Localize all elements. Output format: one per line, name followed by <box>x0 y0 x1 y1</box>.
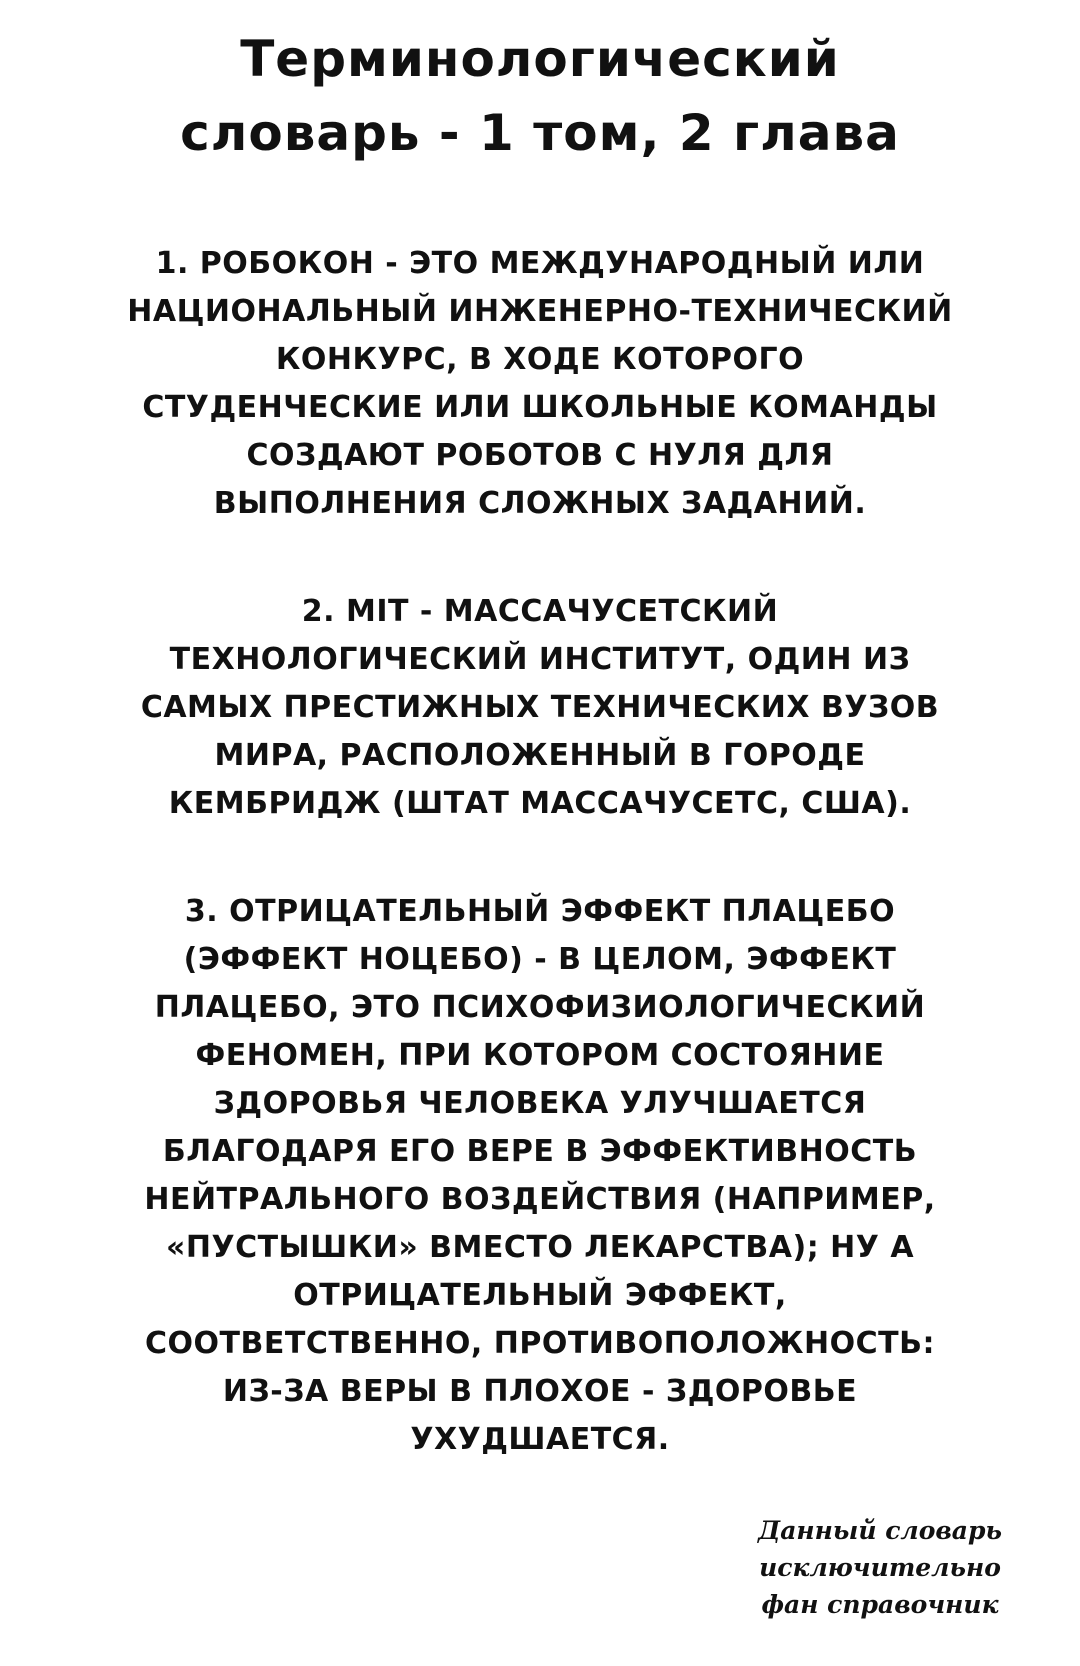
entry-line: КОНКУРС, В ХОДЕ КОТОРОГО <box>275 342 805 377</box>
entry-line: НАЦИОНАЛЬНЫЙ ИНЖЕНЕРНО-ТЕХНИЧЕСКИЙ <box>127 294 953 329</box>
entry-line: БЛАГОДАРЯ ЕГО ВЕРЕ В ЭФФЕКТИВНОСТЬ <box>162 1134 918 1169</box>
glossary-entry-nocebo <box>55 888 1025 1464</box>
entry-line: МИРА, РАСПОЛОЖЕННЫЙ В ГОРОДЕ <box>214 738 866 773</box>
entry-line: 1. РОБОКОН - ЭТО МЕЖДУНАРОДНЫЙ ИЛИ <box>155 246 925 281</box>
entry-line: НЕЙТРАЛЬНОГО ВОЗДЕЙСТВИЯ (НАПРИМЕР, <box>144 1182 936 1217</box>
title-line: словарь - 1 том, 2 глава <box>180 104 900 162</box>
title-line: Терминологический <box>240 30 840 88</box>
entry-line: ИЗ-ЗА ВЕРЫ В ПЛОХОЕ - ЗДОРОВЬЕ <box>222 1374 858 1409</box>
entry-line: СОЗДАЮТ РОБОТОВ С НУЛЯ ДЛЯ <box>246 438 834 473</box>
page-title <box>0 22 1080 170</box>
glossary-entry-robocon <box>55 240 1025 528</box>
note-line: исключительно <box>759 1553 1001 1582</box>
entry-line: 3. ОТРИЦАТЕЛЬНЫЙ ЭФФЕКТ ПЛАЦЕБО <box>184 894 896 929</box>
entry-line: САМЫХ ПРЕСТИЖНЫХ ТЕХНИЧЕСКИХ ВУЗОВ <box>140 690 940 725</box>
disclaimer-note <box>720 1512 1040 1623</box>
entry-line: 2. MIT - МАССАЧУСЕТСКИЙ <box>301 594 779 629</box>
glossary-entries <box>55 240 1025 1524</box>
entry-line: «ПУСТЫШКИ» ВМЕСТО ЛЕКАРСТВА); НУ А <box>165 1230 915 1265</box>
entry-line: КЕМБРИДЖ (ШТАТ МАССАЧУСЕТС, США). <box>168 786 912 821</box>
entry-line: СООТВЕТСТВЕННО, ПРОТИВОПОЛОЖНОСТЬ: <box>145 1326 935 1361</box>
note-line: Данный словарь <box>758 1516 1002 1545</box>
entry-line: ФЕНОМЕН, ПРИ КОТОРОМ СОСТОЯНИЕ <box>195 1038 885 1073</box>
entry-line: ПЛАЦЕБО, ЭТО ПСИХОФИЗИОЛОГИЧЕСКИЙ <box>154 990 926 1025</box>
entry-line: ОТРИЦАТЕЛЬНЫЙ ЭФФЕКТ, <box>293 1278 787 1313</box>
glossary-entry-mit <box>55 588 1025 828</box>
note-line: фан справочник <box>761 1590 999 1619</box>
entry-line: ЗДОРОВЬЯ ЧЕЛОВЕКА УЛУЧШАЕТСЯ <box>213 1086 867 1121</box>
entry-line: (ЭФФЕКТ НОЦЕБО) - В ЦЕЛОМ, ЭФФЕКТ <box>183 942 897 977</box>
entry-line: УХУДШАЕТСЯ. <box>410 1422 670 1457</box>
entry-line: СТУДЕНЧЕСКИЕ ИЛИ ШКОЛЬНЫЕ КОМАНДЫ <box>142 390 938 425</box>
entry-line: ВЫПОЛНЕНИЯ СЛОЖНЫХ ЗАДАНИЙ. <box>213 486 867 521</box>
entry-line: ТЕХНОЛОГИЧЕСКИЙ ИНСТИТУТ, ОДИН ИЗ <box>169 642 911 677</box>
